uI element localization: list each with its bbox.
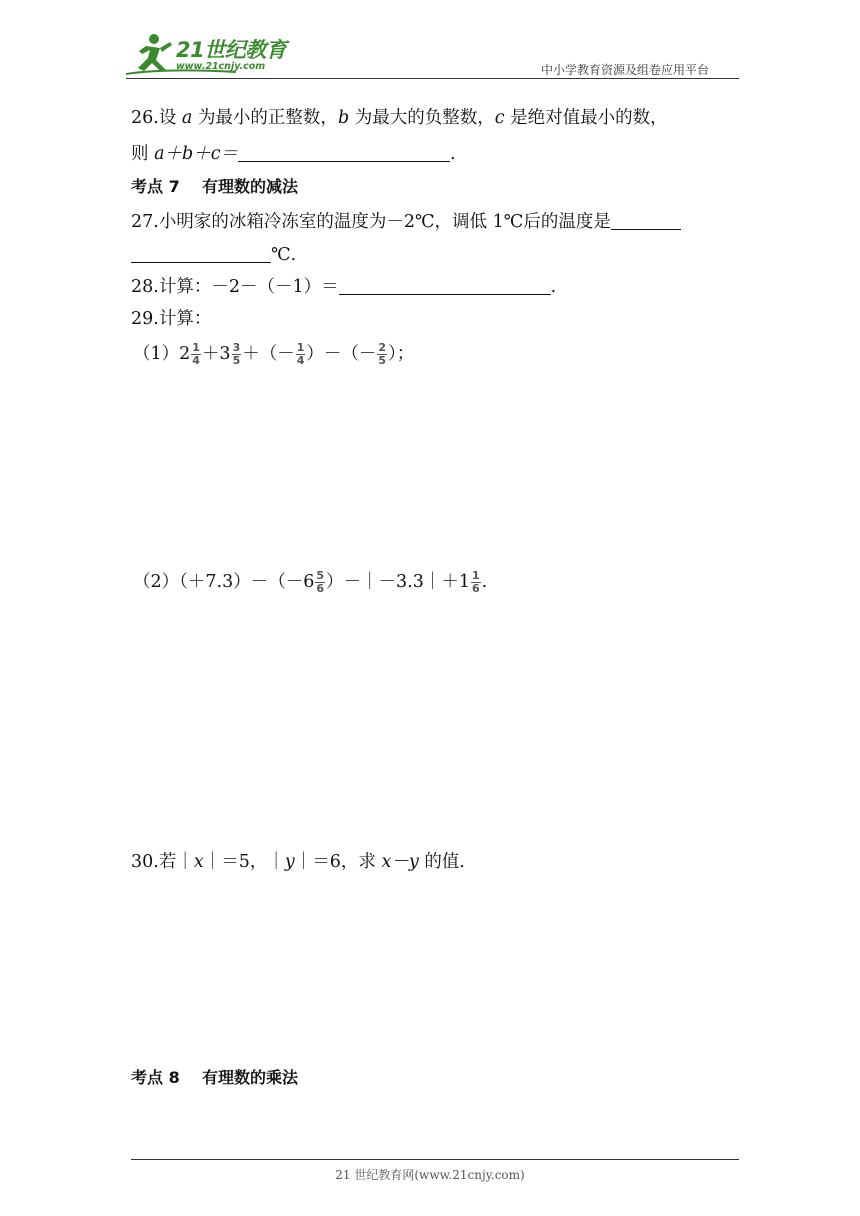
question-29-part-2: （2）（＋7.3）－（－6 $\frac{5}{6}$ ）－｜－3.3｜＋1 $\frac{1}{6}$ . bbox=[133, 569, 488, 595]
answer-blank-26[interactable] bbox=[238, 141, 450, 162]
question-26-line-2: 则 a＋b＋c＝ . bbox=[131, 141, 456, 166]
question-26-expression: a＋b＋c＝ bbox=[154, 144, 239, 164]
section-8-title: 有理数的乘法 bbox=[202, 1068, 299, 1087]
question-30-expression: x－y bbox=[381, 852, 419, 872]
variable-a: a bbox=[181, 108, 193, 128]
logo-url: www.21cnjy.com bbox=[176, 61, 266, 72]
footer-text: 21 世纪教育网(www.21cnjy.com) bbox=[335, 1168, 525, 1182]
section-8-label: 考点 8 bbox=[131, 1068, 180, 1087]
fraction: $\frac{1}{6}$ bbox=[471, 569, 480, 595]
footer-divider bbox=[131, 1159, 739, 1160]
question-29: 29.计算： bbox=[131, 309, 212, 329]
question-27-line-2: ℃. bbox=[131, 242, 296, 267]
section-7-title: 有理数的减法 bbox=[202, 177, 299, 196]
answer-blank-27a[interactable] bbox=[611, 209, 681, 230]
fraction: $\frac{3}{5}$ bbox=[232, 341, 241, 367]
section-7-label: 考点 7 bbox=[131, 177, 180, 196]
question-29-part-1: （1）2 $\frac{1}{4}$ ＋3 $\frac{3}{5}$ ＋（－ $\frac{1}{4}$ ）－（－ $\frac{2}{5}$ ）； bbox=[133, 341, 415, 367]
header-platform-text: 中小学教育资源及组卷应用平台 bbox=[541, 63, 710, 77]
variable-c: c bbox=[494, 108, 505, 128]
fraction: $\frac{2}{5}$ bbox=[378, 341, 387, 367]
answer-blank-27b[interactable] bbox=[131, 242, 271, 263]
fraction: $\frac{1}{4}$ bbox=[192, 341, 200, 367]
header-divider bbox=[126, 78, 739, 79]
section-7-heading bbox=[131, 175, 298, 199]
question-26-line-1: 26.设 a 为最小的正整数，b 为最大的负整数，c 是绝对值最小的数， bbox=[131, 108, 668, 128]
question-30: 30.若｜x｜＝5，｜y｜＝6，求 x－y 的值. bbox=[131, 852, 465, 872]
section-8-heading bbox=[131, 1066, 298, 1090]
fraction: $\frac{5}{6}$ bbox=[316, 569, 325, 595]
fraction: $\frac{1}{4}$ bbox=[296, 341, 305, 367]
question-28: 28.计算：－2－（－1）＝ . bbox=[131, 274, 556, 299]
answer-blank-28[interactable] bbox=[339, 274, 551, 295]
variable-b: b bbox=[337, 108, 350, 128]
question-27-line-1: 27.小明家的冰箱冷冻室的温度为－2℃，调低 1℃后的温度是 bbox=[131, 209, 681, 234]
logo-text: 21世纪教育 bbox=[176, 38, 287, 62]
